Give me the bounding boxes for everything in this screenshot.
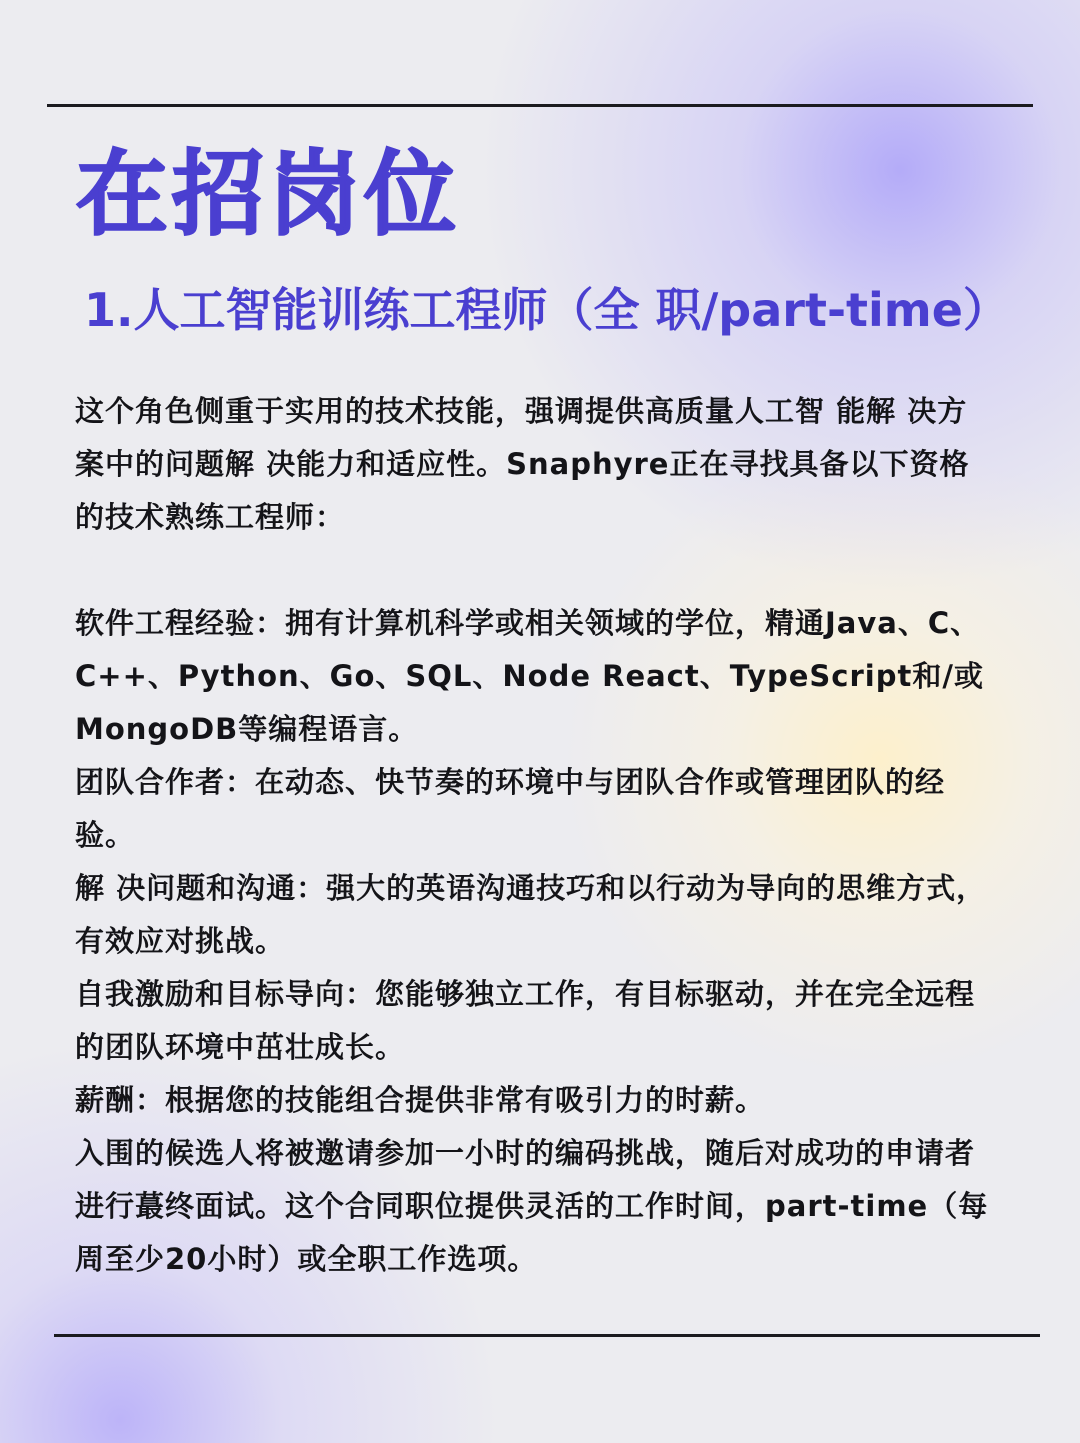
- paragraph-spacer: [75, 544, 993, 597]
- bottom-divider: [54, 1334, 1040, 1337]
- requirement-self-motivation: 自我激励和目标导向：您能够独立工作，有目标驱动，并在完全远程的团队环境中茁壮成长。: [75, 977, 976, 1064]
- job-title: 1.人工智能训练工程师（全 职/part-time）: [84, 283, 1009, 337]
- requirement-teamwork: 团队合作者：在动态、快节奏的环境中与团队合作或管理团队的经验。: [75, 765, 946, 852]
- requirement-problem-solving: 解 决问题和沟通：强大的英语沟通技巧和以行动为导向的思维方式，有效应对挑战。: [75, 871, 987, 958]
- requirement-software-engineering: 软件工程经验：拥有计算机科学或相关领域的学位，精通Java、C、C++、Python、Go、SQL、Node React、TypeScript和/或MongoDB等编程语言。: [75, 606, 984, 746]
- page-title: 在招岗位: [76, 141, 461, 248]
- process-note: 入围的候选人将被邀请参加一小时的编码挑战，随后对成功的申请者进行蕞终面试。这个合同职位提供灵活的工作时间，part-time（每周至少20小时）或全职工作选项。: [75, 1136, 989, 1276]
- requirement-compensation: 薪酬：根据您的技能组合提供非常有吸引力的时薪。: [75, 1083, 766, 1117]
- intro-paragraph: 这个角色侧重于实用的技术技能，强调提供高质量人工智 能解 决方案中的问题解 决能力和适应性。Snaphyre正在寻找具备以下资格的技术熟练工程师：: [75, 394, 970, 534]
- job-description: [75, 385, 993, 1286]
- top-divider: [47, 104, 1033, 107]
